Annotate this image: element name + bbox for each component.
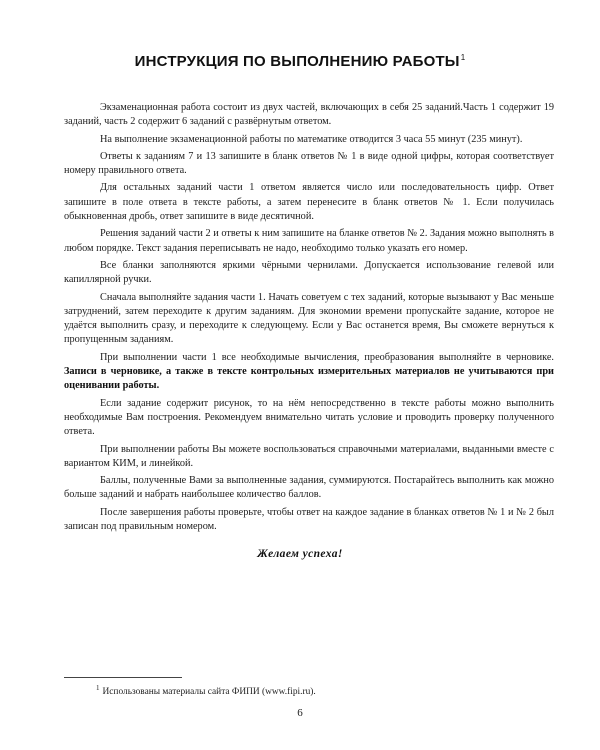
footnote <box>96 684 316 697</box>
closing-wish: Желаем успеха! <box>257 548 343 560</box>
paragraph-ink: Все бланки заполняются яркими чёрными чернилами. Допускается использование гелевой или капиллярной ручки. <box>64 259 554 286</box>
title-footnote-mark: 1 <box>460 53 466 62</box>
paragraph-part1-answers: Для остальных заданий части 1 ответом является число или последовательность цифр. Ответ запишите в поле ответа в тексте работы, а затем перенесите в бланк ответов № 1. Если получилась обыкновенная дробь, ответ запишите в виде десятичной. <box>64 182 554 223</box>
paragraph-answers-7-13: Ответы к заданиям 7 и 13 запишите в бланк ответов № 1 в виде одной цифры, которая соответствует номеру правильного ответа. <box>64 150 554 177</box>
draft-bold-note: Записи в черновике, а также в тексте контрольных измерительных материалов не учитываются при оценивании работы. <box>64 366 554 392</box>
footnote-mark: 1 <box>96 684 100 692</box>
footnote-divider <box>64 677 182 678</box>
page-number: 6 <box>297 707 303 719</box>
paragraph-duration: На выполнение экзаменационной работы по математике отводится 3 часа 55 минут (235 минут). <box>100 133 523 145</box>
paragraph-reference: При выполнении работы Вы можете воспользоваться справочными материалами, выданными вместе с вариантом КИМ, и линейкой. <box>64 443 554 469</box>
paragraph-draft <box>64 351 554 394</box>
draft-text: При выполнении части 1 все необходимые вычисления, преобразования выполняйте в черновике. <box>100 351 554 363</box>
paragraph-scoring: Баллы, полученные Вами за выполненные задания, суммируются. Постарайтесь выполнить как можно больше заданий и набрать наибольшее количество баллов. <box>64 475 554 501</box>
paragraph-drawings: Если задание содержит рисунок, то на нём непосредственно в тексте работы можно выполнить необходимые Вам построения. Рекомендуем внимательно читать условие и проводить проверку полученного ответа. <box>64 397 554 438</box>
footnote-text: Использованы материалы сайта ФИПИ (www.fipi.ru). <box>102 687 316 698</box>
instructions-body <box>64 101 554 534</box>
page-title <box>0 53 600 70</box>
paragraph-order: Сначала выполняйте задания части 1. Начать советуем с тех заданий, которые вызывают у Вас меньше затруднений, затем переходите к другим заданиям. Для экономии времени пропускайте задание, которое не удаётся выполнить сразу, и переходите к следующему. Если у Вас останется время, Вы сможете вернуться к пропущенным заданиям. <box>64 291 554 346</box>
title-text: ИНСТРУКЦИЯ ПО ВЫПОЛНЕНИЮ РАБОТЫ <box>134 53 460 70</box>
paragraph-part2-solutions: Решения заданий части 2 и ответы к ним запишите на бланке ответов № 2. Задания можно выполнять в любом порядке. Текст задания переписывать не надо, необходимо только указать его номер. <box>64 228 554 254</box>
paragraph-check: После завершения работы проверьте, чтобы ответ на каждое задание в бланках ответов № 1 и № 2 был записан под правильным номером. <box>64 506 554 533</box>
paragraph-parts: Экзаменационная работа состоит из двух частей, включающих в себя 25 заданий.Часть 1 содержит 19 заданий, часть 2 содержит 6 заданий с развёрнутым ответом. <box>64 102 554 128</box>
